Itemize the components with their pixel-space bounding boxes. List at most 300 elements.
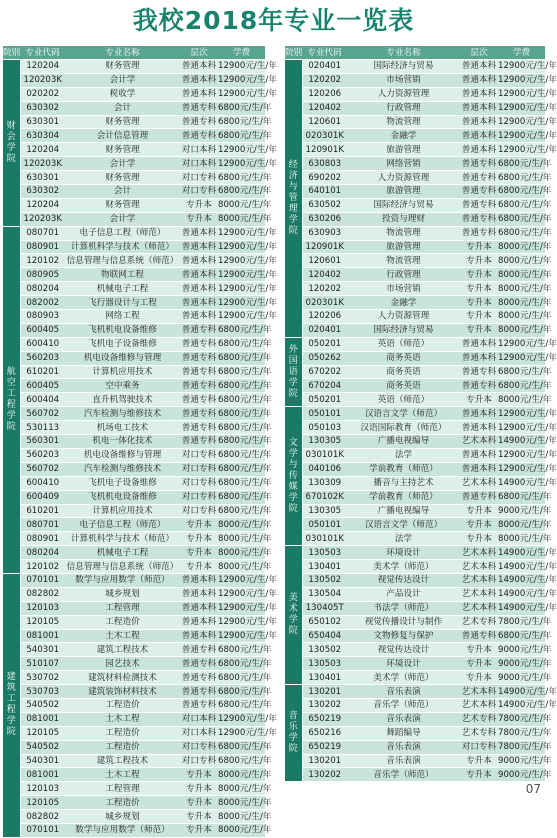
major-name: 物流管理: [347, 115, 460, 129]
major-fee: 8000元/生/年: [218, 533, 272, 544]
major-name: 机场电工技术: [65, 421, 180, 435]
major-fee: 12900元/生/年: [498, 75, 557, 86]
major-code: 120103: [20, 601, 65, 615]
major-level: 专升本: [460, 657, 498, 671]
major-level: 专升本: [180, 810, 218, 824]
major-code: 120901K: [302, 143, 347, 157]
major-code: 120402: [302, 268, 347, 282]
major-code: 130504: [302, 587, 347, 601]
major-name: 工程造价: [65, 740, 180, 754]
major-level: 普通专科: [461, 630, 497, 641]
table-row: [3, 296, 265, 310]
major-fee: 12900元/生/年: [218, 589, 277, 600]
table-row: [285, 157, 545, 171]
table-row: [3, 393, 265, 407]
major-name: 旅游管理: [347, 143, 460, 157]
table-row: [3, 698, 265, 712]
major-name: 网络营销: [347, 157, 460, 171]
major-fee: 12900元/生/年: [218, 283, 277, 294]
major-code: 120204: [20, 60, 65, 74]
major-level: 艺术本科: [461, 436, 497, 447]
major-code: 030101K: [302, 532, 347, 546]
major-code: 630302: [20, 185, 65, 199]
major-name: 工程管理: [65, 601, 180, 615]
table-row: [3, 504, 265, 518]
table-row: [285, 421, 545, 435]
table-header-row: [285, 46, 545, 60]
major-fee: 12900元/生/年: [218, 242, 277, 253]
major-name: 汉语言文学（师范）: [347, 407, 460, 421]
table-row: [3, 546, 265, 560]
dept-name: 财会学院: [6, 120, 16, 164]
major-code: 560203: [20, 448, 65, 462]
major-name: 信息管理与信息系统（师范）: [66, 255, 179, 266]
major-name: 音乐学（师范）: [347, 698, 460, 712]
major-code: 082802: [20, 810, 65, 824]
major-level: 对口专科: [181, 450, 217, 461]
major-name: 信息管理与信息系统（师范）: [66, 561, 179, 572]
major-code: 510107: [20, 657, 65, 671]
table-row: [285, 671, 545, 685]
major-level: 专升本: [460, 268, 498, 282]
major-code: 080204: [20, 546, 65, 560]
table-row: [3, 365, 265, 379]
major-code: 600410: [20, 337, 65, 351]
major-code: 530703: [20, 685, 65, 699]
major-name: 土木工程: [65, 712, 180, 726]
major-code: 050101: [302, 407, 347, 421]
major-name: 环境设计: [347, 657, 460, 671]
major-name: 视觉传达设计: [347, 573, 460, 587]
major-code: 080905: [20, 268, 65, 282]
major-code: 020202: [20, 87, 65, 101]
major-fee: 12900元/生/年: [498, 422, 557, 433]
major-level: 普通专科: [181, 380, 217, 391]
major-code: 130309: [302, 476, 347, 490]
major-name: 国际经济与贸易: [347, 60, 460, 74]
major-fee: 12900元/生/年: [498, 89, 557, 100]
major-code: 080903: [20, 310, 65, 324]
major-level: 专升本: [180, 212, 218, 226]
table-row: [3, 60, 265, 74]
major-fee: 6800元/生/年: [498, 158, 552, 169]
table-row: [285, 60, 545, 74]
major-name: 直升机驾驶技术: [65, 393, 180, 407]
major-level: 专升本: [180, 782, 218, 796]
major-fee: 8000元/生/年: [218, 811, 272, 822]
major-level: 普通本科: [461, 144, 497, 155]
major-name: 学前教育（师范）: [347, 490, 460, 504]
major-fee: 6800元/生/年: [218, 492, 272, 503]
major-name: 工程造价: [65, 726, 180, 740]
table-row: [3, 310, 265, 324]
major-name: 国际经济与贸易: [347, 323, 460, 337]
major-level: 普通专科: [461, 172, 497, 183]
major-code: 120102: [20, 560, 65, 574]
major-level: 对口专科: [181, 172, 217, 183]
table-row: [3, 754, 265, 768]
major-fee: 6800元/生/年: [498, 172, 552, 183]
major-fee: 7800元/生/年: [498, 714, 552, 725]
major-fee: 6800元/生/年: [218, 505, 272, 516]
major-name: 计算机科学与技术（师范）: [65, 532, 180, 546]
major-code: 130401: [302, 560, 347, 574]
table-row: [285, 435, 545, 449]
table-row: [285, 573, 545, 587]
major-code: 630206: [302, 212, 347, 226]
major-level: 艺术本科: [461, 561, 497, 572]
dept-name: 文学与传媒学院: [288, 437, 298, 514]
major-level: 专升本: [180, 796, 218, 810]
table-row: [3, 240, 265, 254]
table-row: [285, 393, 545, 407]
table-row: [3, 643, 265, 657]
major-level: 普通专科: [181, 436, 217, 447]
major-name: 数学与应用数学（师范）: [65, 823, 180, 837]
table-row: [285, 365, 545, 379]
page-title: 我校2018年专业一览表: [132, 6, 415, 35]
major-fee: 6800元/生/年: [498, 186, 552, 197]
major-fee: 9000元/生/年: [498, 505, 552, 516]
major-name: 飞机电子设备维修: [65, 476, 180, 490]
major-level: 普通本科: [461, 89, 497, 100]
major-fee: 12900元/生/年: [218, 269, 277, 280]
major-code: 530113: [20, 421, 65, 435]
major-fee: 6800元/生/年: [218, 700, 272, 711]
major-name: 行政管理: [347, 268, 460, 282]
major-name: 计算机应用技术: [65, 365, 180, 379]
major-level: 对口本科: [181, 158, 217, 169]
major-fee: 12900元/生/年: [498, 61, 557, 72]
major-code: 560301: [20, 435, 65, 449]
major-fee: 7800元/生/年: [498, 728, 552, 739]
table-row: [285, 518, 545, 532]
table-row: [3, 573, 265, 587]
major-fee: 8000元/生/年: [498, 283, 552, 294]
major-name: 环境设计: [347, 546, 460, 560]
table-row: [285, 198, 545, 212]
major-name: 商务英语: [347, 351, 460, 365]
major-level: 普通本科: [181, 617, 217, 628]
major-fee: 6800元/生/年: [218, 686, 272, 697]
table-row: [285, 254, 545, 268]
major-fee: 8000元/生/年: [498, 269, 552, 280]
major-level: 普通专科: [181, 408, 217, 419]
major-level: 专升本: [460, 323, 498, 337]
major-level: 普通本科: [181, 630, 217, 641]
major-name: 英语（师范）: [347, 393, 460, 407]
table-row: [3, 115, 265, 129]
dept-name: 经济与管理学院: [288, 159, 298, 236]
major-fee: 12900元/生/年: [498, 464, 557, 475]
major-name: 金融学: [347, 296, 460, 310]
major-code: 630301: [20, 171, 65, 185]
major-code: 540301: [20, 643, 65, 657]
left-major-table: [3, 46, 277, 838]
major-code: 050103: [302, 421, 347, 435]
table-row: [3, 129, 265, 143]
table-row: [285, 226, 545, 240]
header-fee: 学费: [498, 46, 545, 60]
major-fee: 9000元/生/年: [498, 769, 552, 780]
table-row: [3, 657, 265, 671]
major-code: 080901: [20, 532, 65, 546]
major-code: 082002: [20, 296, 65, 310]
major-code: 130202: [302, 698, 347, 712]
major-level: 普通本科: [461, 61, 497, 72]
major-level: 普通本科: [181, 89, 217, 100]
major-code: 600410: [20, 476, 65, 490]
major-level: 专升本: [460, 754, 498, 768]
major-name: 土木工程: [65, 629, 180, 643]
major-code: 630302: [20, 101, 65, 115]
major-fee: 14900元/生/年: [498, 478, 557, 489]
major-code: 082802: [20, 587, 65, 601]
major-code: 690202: [302, 171, 347, 185]
major-code: 120204: [20, 143, 65, 157]
major-name: 机电设备维修与管理: [65, 351, 180, 365]
major-code: 630502: [302, 198, 347, 212]
major-code: 120204: [20, 198, 65, 212]
major-level: 普通本科: [181, 283, 217, 294]
major-fee: 9000元/生/年: [498, 644, 552, 655]
major-fee: 14900元/生/年: [498, 547, 557, 558]
major-code: 120105: [20, 615, 65, 629]
dept-name: 建筑工程学院: [6, 672, 16, 738]
table-row: [285, 768, 545, 782]
major-fee: 12900元/生/年: [498, 144, 557, 155]
major-level: 普通专科: [181, 658, 217, 669]
table-row: [3, 171, 265, 185]
dept-name: 航空工程学院: [6, 366, 16, 432]
major-name: 数学与应用数学（师范）: [65, 573, 180, 587]
major-name: 机械电子工程: [65, 282, 180, 296]
table-row: [3, 796, 265, 810]
major-name: 美术学（师范）: [347, 671, 460, 685]
major-name: 旅游管理: [347, 185, 460, 199]
major-code: 540502: [20, 698, 65, 712]
major-fee: 6800元/生/年: [218, 186, 272, 197]
table-row: [3, 226, 265, 240]
major-code: 050201: [302, 393, 347, 407]
table-row: [3, 476, 265, 490]
major-code: 020301K: [302, 296, 347, 310]
table-row: [3, 351, 265, 365]
table-row: [3, 157, 265, 171]
major-fee: 12900元/生/年: [498, 103, 557, 114]
major-fee: 12900元/生/年: [218, 575, 277, 586]
major-level: 专升本: [460, 532, 498, 546]
dept-name: 美术学院: [288, 593, 298, 637]
major-name: 汽车检测与维修技术: [65, 462, 180, 476]
major-fee: 6800元/生/年: [498, 214, 552, 225]
major-fee: 6800元/生/年: [498, 228, 552, 239]
major-fee: 8000元/生/年: [498, 242, 552, 253]
major-code: 600405: [20, 323, 65, 337]
major-code: 130502: [302, 573, 347, 587]
major-code: 670202: [302, 365, 347, 379]
table-row: [3, 560, 265, 574]
major-code: 560702: [20, 462, 65, 476]
major-code: 650219: [302, 712, 347, 726]
major-level: 普通本科: [461, 117, 497, 127]
table-row: [285, 698, 545, 712]
major-level: 普通本科: [461, 422, 497, 433]
major-name: 工程造价: [65, 698, 180, 712]
major-name: 书法学（师范）: [347, 601, 460, 615]
table-row: [285, 712, 545, 726]
header-major: 专业名称: [347, 46, 460, 60]
major-fee: 6800元/生/年: [218, 380, 272, 391]
table-row: [3, 198, 265, 212]
major-fee: 8000元/生/年: [498, 325, 552, 336]
major-code: 600405: [20, 379, 65, 393]
right-table-body: [285, 60, 557, 782]
major-code: 120206: [302, 310, 347, 324]
table-row: [3, 101, 265, 115]
major-name: 音乐表演: [347, 740, 460, 754]
major-level: 专升本: [460, 240, 498, 254]
page-number: 07: [525, 782, 541, 796]
major-fee: 8000元/生/年: [498, 311, 552, 322]
table-row: [3, 782, 265, 796]
major-fee: 6800元/生/年: [218, 130, 272, 141]
major-fee: 12900元/生/年: [218, 603, 277, 614]
major-code: 130201: [302, 685, 347, 699]
major-name: 飞机机电设备维修: [65, 490, 180, 504]
major-fee: 6800元/生/年: [498, 492, 552, 503]
major-fee: 14900元/生/年: [498, 436, 557, 447]
table-row: [285, 310, 545, 324]
major-name: 旅游管理: [347, 240, 460, 254]
major-name: 飞机机电设备维修: [65, 323, 180, 337]
dept-cell: [285, 546, 302, 685]
major-fee: 8000元/生/年: [498, 297, 552, 308]
major-code: 650216: [302, 726, 347, 740]
table-row: [285, 351, 545, 365]
major-level: 对口专科: [181, 464, 217, 475]
table-row: [3, 268, 265, 282]
major-level: 普通专科: [461, 158, 497, 169]
major-name: 财务管理: [65, 115, 180, 129]
table-row: [285, 740, 545, 754]
major-fee: 8000元/生/年: [498, 533, 552, 544]
table-row: [285, 476, 545, 490]
table-row: [3, 73, 265, 87]
major-name: 会计: [65, 185, 180, 199]
major-level: 普通专科: [181, 325, 217, 336]
major-fee: 6800元/生/年: [218, 658, 272, 669]
major-name: 商务英语: [347, 379, 460, 393]
major-code: 050201: [302, 337, 347, 351]
major-code: 120206: [302, 87, 347, 101]
major-level: 普通专科: [181, 672, 217, 683]
major-fee: 8000元/生/年: [498, 255, 552, 266]
major-level: 专升本: [460, 643, 498, 657]
major-code: 560702: [20, 407, 65, 421]
dept-cell: [3, 60, 20, 227]
major-fee: 6800元/生/年: [498, 630, 552, 641]
major-level: 专升本: [180, 823, 218, 837]
major-level: 专升本: [460, 504, 498, 518]
major-name: 电子信息工程（师范）: [65, 518, 180, 532]
major-level: 普通专科: [461, 186, 497, 197]
major-code: 650102: [302, 615, 347, 629]
dept-cell: [3, 226, 20, 573]
major-code: 130202: [302, 768, 347, 782]
dept-cell: [285, 685, 302, 782]
header-code: 专业代码: [302, 46, 347, 60]
major-fee: 9000元/生/年: [498, 755, 552, 766]
major-code: 600409: [20, 490, 65, 504]
table-row: [3, 685, 265, 699]
major-name: 建筑装饰材料技术: [65, 685, 180, 699]
major-level: 普通专科: [181, 422, 217, 433]
major-level: 普通专科: [461, 214, 497, 225]
major-name: 建筑材料检测技术: [65, 671, 180, 685]
major-name: 财务管理: [65, 60, 180, 74]
major-fee: 8000元/生/年: [498, 519, 552, 530]
table-row: [285, 532, 545, 546]
table-row: [285, 448, 545, 462]
major-level: 艺术专科: [461, 617, 497, 628]
major-name: 工程造价: [65, 796, 180, 810]
major-level: 专升本: [460, 518, 498, 532]
major-name: 飞机电子设备维修: [65, 337, 180, 351]
major-level: 专升本: [180, 532, 218, 546]
table-row: [285, 185, 545, 199]
table-row: [3, 823, 265, 837]
major-code: 130405T: [302, 601, 347, 615]
major-fee: 6800元/生/年: [218, 755, 272, 766]
major-level: 普通专科: [181, 644, 217, 655]
major-name: 视觉传达设计: [347, 643, 460, 657]
major-name: 法学: [347, 448, 460, 462]
right-major-table: [285, 46, 557, 782]
table-row: [3, 518, 265, 532]
major-name: 工程造价: [65, 615, 180, 629]
header-fee: 学费: [218, 46, 265, 60]
major-fee: 6800元/生/年: [218, 117, 272, 127]
table-row: [3, 726, 265, 740]
major-level: 普通本科: [461, 353, 497, 364]
major-code: 130305: [302, 435, 347, 449]
major-name: 视觉传播设计与制作: [347, 615, 460, 629]
major-level: 普通专科: [181, 103, 217, 114]
major-code: 120103: [20, 782, 65, 796]
header-level: 层次: [180, 46, 218, 60]
major-fee: 6800元/生/年: [218, 353, 272, 364]
major-code: 130305: [302, 504, 347, 518]
table-row: [285, 726, 545, 740]
table-row: [3, 143, 265, 157]
major-fee: 12900元/生/年: [218, 144, 277, 155]
major-level: 艺术本科: [461, 589, 497, 600]
major-fee: 9000元/生/年: [498, 672, 552, 683]
major-name: 飞行器设计与工程: [65, 296, 180, 310]
major-level: 专升本: [460, 282, 498, 296]
major-code: 650404: [302, 629, 347, 643]
major-name: 物流管理: [347, 226, 460, 240]
major-code: 130503: [302, 657, 347, 671]
major-level: 普通专科: [181, 353, 217, 364]
table-row: [3, 323, 265, 337]
major-fee: 12900元/生/年: [218, 297, 277, 308]
table-row: [3, 601, 265, 615]
table-row: [285, 129, 545, 143]
major-fee: 8000元/生/年: [218, 783, 272, 794]
major-level: 普通本科: [181, 575, 217, 586]
